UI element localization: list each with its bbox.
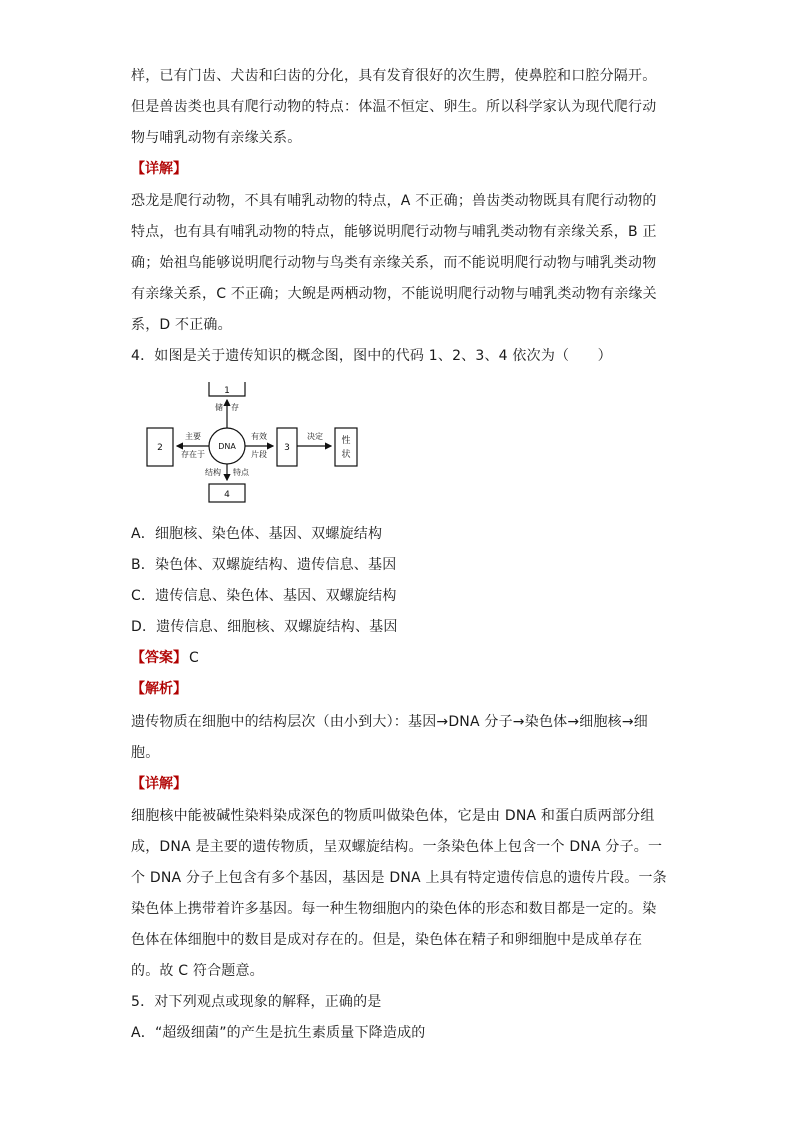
text-line: 恐龙是爬行动物，不具有哺乳动物的特点，A 不正确；兽齿类动物既具有爬行动物的 — [131, 193, 657, 209]
box-2-label: 2 — [157, 443, 163, 453]
section-tag-analysis: 【解析】 — [131, 681, 187, 697]
text-line: 特点，也有具有哺乳动物的特点，能够说明爬行动物与哺乳类动物有亲缘关系，B 正 — [131, 224, 657, 240]
question-4-stem: 4．如图是关于遗传知识的概念图，图中的代码 1、2、3、4 依次为（ ） — [131, 348, 612, 364]
option-c: C．遗传信息、染色体、基因、双螺旋结构 — [131, 588, 397, 604]
label-feature: 特点 — [233, 468, 249, 477]
box-3-label: 3 — [284, 443, 290, 453]
label-exists-in: 存在于 — [181, 450, 205, 459]
text-line: 染色体上携带着许多基因。每一种生物细胞内的染色体的形态和数目都是一定的。染 — [131, 901, 657, 917]
concept-map-diagram — [145, 380, 375, 510]
text-line: 遗传物质在细胞中的结构层次（由小到大）：基因→DNA 分子→染色体→细胞核→细 — [131, 714, 649, 730]
text-line: 但是兽齿类也具有爬行动物的特点：体温不恒定、卵生。所以科学家认为现代爬行动 — [131, 99, 657, 115]
text-line: 细胞核中能被碱性染料染成深色的物质叫做染色体，它是由 DNA 和蛋白质两部分组 — [131, 808, 655, 824]
label-store-1: 储 — [215, 403, 223, 412]
text-line: 胞。 — [131, 745, 160, 761]
box-trait — [335, 428, 357, 466]
section-tag-detail: 【详解】 — [131, 776, 187, 792]
option-b: B．染色体、双螺旋结构、遗传信息、基因 — [131, 557, 397, 573]
text-line: 物与哺乳动物有亲缘关系。 — [131, 130, 302, 146]
trait-char-1: 性 — [341, 436, 351, 446]
option-a: A．细胞核、染色体、基因、双螺旋结构 — [131, 526, 383, 542]
text-line: 成，DNA 是主要的遗传物质，呈双螺旋结构。一条染色体上包含一个 DNA 分子。一 — [131, 839, 663, 855]
text-line: 个 DNA 分子上包含有多个基因，基因是 DNA 上具有特定遗传信息的遗传片段。一条 — [131, 870, 667, 886]
text-line: 有亲缘关系，C 不正确；大鲵是两栖动物，不能说明爬行动物与哺乳类动物有亲缘关 — [131, 286, 657, 302]
label-structure: 结构 — [205, 468, 221, 477]
box-4-label: 4 — [224, 490, 230, 500]
dna-label: DNA — [218, 442, 236, 451]
option-d: D．遗传信息、细胞核、双螺旋结构、基因 — [131, 619, 398, 635]
label-segment: 片段 — [251, 450, 267, 459]
trait-char-2: 状 — [341, 450, 351, 460]
box-1-label: 1 — [224, 386, 230, 396]
question-5-option-a: A．“超级细菌”的产生是抗生素质量下降造成的 — [131, 1025, 426, 1041]
answer-row — [131, 648, 199, 668]
label-decide: 决定 — [307, 432, 323, 441]
label-store-2: 存 — [231, 403, 239, 412]
text-line: 色体在体细胞中的数目是成对存在的。但是，染色体在精子和卵细胞中是成单存在 — [131, 932, 643, 948]
text-line: 样，已有门齿、犬齿和臼齿的分化，具有发育很好的次生腭，使鼻腔和口腔分隔开。 — [131, 68, 657, 84]
label-effective: 有效 — [251, 432, 267, 441]
text-line: 的。故 C 符合题意。 — [131, 963, 264, 979]
answer-value: C — [189, 650, 199, 666]
answer-tag: 【答案】 — [131, 650, 187, 666]
text-line: 系，D 不正确。 — [131, 317, 232, 333]
text-line: 确；始祖鸟能够说明爬行动物与鸟类有亲缘关系，而不能说明爬行动物与哺乳类动物 — [131, 255, 657, 271]
label-mainly: 主要 — [185, 432, 201, 441]
section-tag-detail: 【详解】 — [131, 161, 187, 177]
question-5-stem: 5．对下列观点或现象的解释，正确的是 — [131, 994, 382, 1010]
